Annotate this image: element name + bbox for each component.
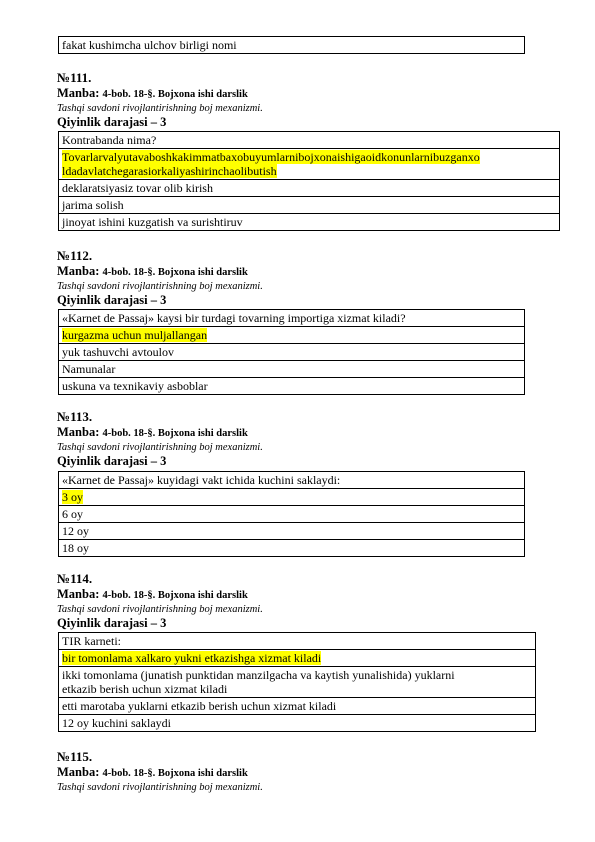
topic-line: Tashqi savdoni rivojlantirishning boj mexanizmi. [57,604,263,615]
source-label: Manba: [57,86,100,100]
answer-table-112 [58,309,525,395]
source-line [57,264,263,280]
answer-table-113 [58,471,525,557]
topic-line: Tashqi savdoni rivojlantirishning boj mexanizmi. [57,281,263,292]
question-header-114 [57,571,263,631]
source-line [57,425,263,441]
topic-line: Tashqi savdoni rivojlantirishning boj mexanizmi. [57,103,263,114]
source-line [57,587,263,603]
source-ref: 4-bob. 18-§. Bojxona ishi darslik [102,768,248,779]
source-label: Manba: [57,264,100,278]
answer-option-correct: kurgazma uchun muljallangan [59,327,525,344]
question-text: Kontrabanda nima? [59,132,560,149]
answer-option: jarima solish [59,197,560,214]
answer-table-111 [58,131,560,231]
answer-table-114 [58,632,536,732]
difficulty-level: Qiyinlik darajasi – 3 [57,454,167,468]
difficulty-level: Qiyinlik darajasi – 3 [57,293,167,307]
source-ref: 4-bob. 18-§. Bojxona ishi darslik [102,590,248,601]
difficulty-level: Qiyinlik darajasi – 3 [57,115,167,129]
answer-option: deklaratsiyasiz tovar olib kirish [59,180,560,197]
source-label: Manba: [57,587,100,601]
answer-option-correct: bir tomonlama xalkaro yukni etkazishga xizmat kiladi [59,650,536,667]
answer-option: jinoyat ishini kuzgatish va surishtiruv [59,214,560,231]
answer-option: ikki tomonlama (junatish punktidan manzilgacha va kaytish yunalishida) yuklarni etkazib berish uchun xizmat kiladi [59,667,536,698]
answer-option: Namunalar [59,361,525,378]
question-header-112 [57,248,263,308]
answer-option: fakat kushimcha ulchov birligi nomi [59,37,525,54]
question-text: «Karnet de Passaj» kuyidagi vakt ichida kuchini saklaydi: [59,472,525,489]
source-ref: 4-bob. 18-§. Bojxona ishi darslik [102,267,248,278]
source-label: Manba: [57,765,100,779]
question-text: TIR karneti: [59,633,536,650]
answer-table-prev [58,36,525,54]
answer-option: etti marotaba yuklarni etkazib berish uchun xizmat kiladi [59,698,536,715]
source-line [57,86,263,102]
topic-line: Tashqi savdoni rivojlantirishning boj mexanizmi. [57,442,263,453]
question-text: «Karnet de Passaj» kaysi bir turdagi tovarning importiga xizmat kiladi? [59,310,525,327]
source-ref: 4-bob. 18-§. Bojxona ishi darslik [102,428,248,439]
question-header-111 [57,70,263,130]
source-label: Manba: [57,425,100,439]
answer-option: 12 oy [59,523,525,540]
answer-option: 6 oy [59,506,525,523]
topic-line: Tashqi savdoni rivojlantirishning boj mexanizmi. [57,782,263,793]
source-line [57,765,263,781]
difficulty-level: Qiyinlik darajasi – 3 [57,616,167,630]
answer-option: uskuna va texnikaviy asboblar [59,378,525,395]
question-header-113 [57,409,263,469]
question-number: №113. [57,409,93,424]
question-header-115 [57,749,263,794]
question-number: №111. [57,70,92,85]
question-number: №114. [57,571,93,586]
question-number: №115. [57,749,93,764]
answer-option: 18 oy [59,540,525,557]
answer-option: yuk tashuvchi avtoulov [59,344,525,361]
answer-option: 12 oy kuchini saklaydi [59,715,536,732]
question-number: №112. [57,248,93,263]
source-ref: 4-bob. 18-§. Bojxona ishi darslik [102,89,248,100]
answer-option-correct: Tovarlarvalyutavaboshkakimmatbaxobuyumlarnibojxonaishigaoidkonunlarnibuzganxo ldadavlatchegarasiorkaliyashirinchaolibutish [59,149,560,180]
answer-option-correct: 3 oy [59,489,525,506]
